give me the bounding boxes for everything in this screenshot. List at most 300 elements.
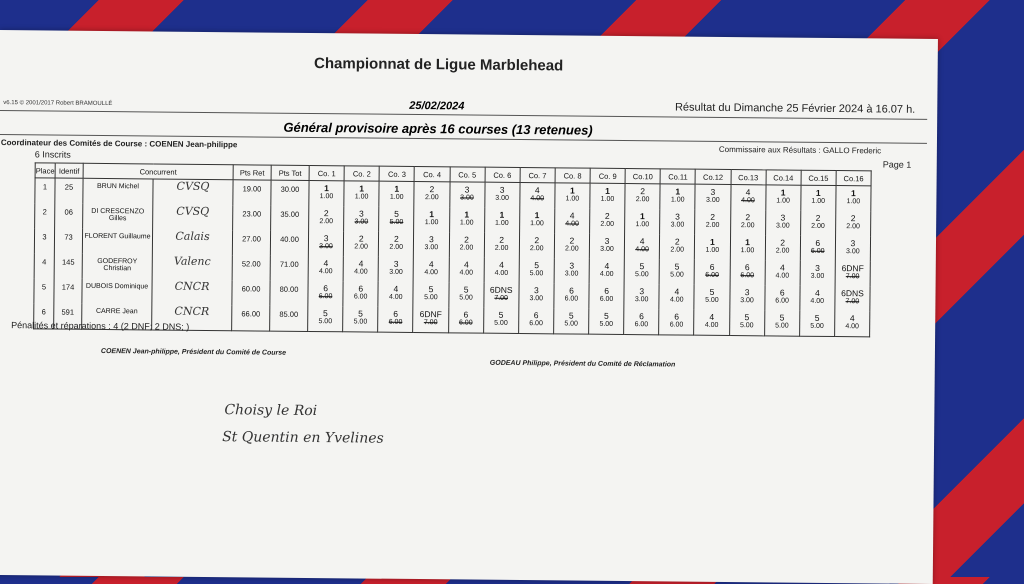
course-result-cell <box>765 210 800 235</box>
course-rank: 1 <box>324 183 329 194</box>
course-points: 4.00 <box>741 197 755 205</box>
course-rank: 6DNS <box>841 288 864 299</box>
course-rank: 5 <box>394 208 399 219</box>
course-rank: 3 <box>815 262 820 273</box>
course-rank: 5 <box>463 284 469 295</box>
course-rank: 2 <box>674 236 680 247</box>
software-credit: v6.15 © 2001/2017 Robert BRAMOULLÉ <box>3 100 113 108</box>
course-result-cell <box>378 307 413 333</box>
course-result-cell <box>379 181 414 207</box>
course-result-cell <box>518 308 553 334</box>
course-result-cell <box>449 232 484 257</box>
course-points: 7.00 <box>845 273 860 281</box>
event-date: 25/02/2024 <box>409 99 465 113</box>
course-points: 1.00 <box>740 247 755 255</box>
course-points: 1.00 <box>776 197 790 205</box>
course-rank: 5 <box>322 308 328 319</box>
course-rank: 2 <box>850 213 856 224</box>
course-points: 2.00 <box>670 246 685 254</box>
course-points: 3.00 <box>810 272 825 280</box>
points-retained: 23.00 <box>233 205 271 230</box>
course-points: 6.00 <box>599 295 614 303</box>
course-points: 6.00 <box>740 272 755 280</box>
course-rank: 1 <box>394 183 400 194</box>
course-result-cell <box>554 233 589 258</box>
course-points: 3.00 <box>319 243 333 251</box>
place-cell: 3 <box>34 228 54 253</box>
course-points: 2.00 <box>705 221 720 229</box>
course-result-cell <box>835 286 870 311</box>
course-result-cell <box>765 235 800 260</box>
competitor-name: FLORENT Guillaume <box>82 229 152 255</box>
club-handwritten: CNCR <box>152 304 232 330</box>
course-result-cell <box>799 311 834 337</box>
course-points: 1.00 <box>705 246 720 254</box>
standings-subtitle: Général provisoire après 16 courses (13 retenues) <box>283 119 593 138</box>
course-result-cell <box>308 256 343 281</box>
points-total: 30.00 <box>271 180 309 206</box>
course-result-cell <box>800 286 835 311</box>
course-points: 1.00 <box>600 195 615 203</box>
course-result-cell <box>589 259 624 284</box>
course-rank: 5 <box>674 261 680 272</box>
results-body <box>34 178 871 337</box>
course-points: 3.00 <box>600 245 614 253</box>
course-rank: 3 <box>323 233 329 244</box>
course-result-cell <box>660 234 695 259</box>
course-rank: 2 <box>569 235 575 246</box>
col-course: Co. 2 <box>344 166 379 181</box>
course-result-cell <box>625 184 660 210</box>
club-handwritten: CVSQ <box>153 204 233 230</box>
ident-cell: 145 <box>54 254 82 279</box>
course-rank: 2 <box>780 237 786 248</box>
col-course: Co.11 <box>660 169 695 184</box>
course-result-cell <box>413 282 448 307</box>
course-rank: 2 <box>464 234 469 245</box>
ident-cell: 06 <box>55 204 83 229</box>
course-result-cell <box>519 258 554 283</box>
course-points: 5.00 <box>810 322 824 330</box>
course-rank: 4 <box>358 258 364 269</box>
course-rank: 4 <box>849 313 855 324</box>
course-points: 2.00 <box>389 243 404 251</box>
course-rank: 6 <box>463 309 469 320</box>
course-points: 1.00 <box>811 197 826 205</box>
course-points: 1.00 <box>354 193 369 201</box>
course-rank: 4 <box>745 187 751 198</box>
course-points: 5.00 <box>775 322 789 330</box>
course-rank: 1 <box>534 210 540 221</box>
course-result-cell <box>554 258 589 283</box>
col-course: Co. 9 <box>590 168 625 183</box>
course-points: 3.00 <box>495 194 509 202</box>
course-result-cell <box>449 182 484 208</box>
course-result-cell <box>589 309 624 335</box>
course-result-cell <box>519 208 554 233</box>
course-points: 2.00 <box>600 220 615 228</box>
course-result-cell <box>765 185 800 211</box>
course-result-cell <box>624 284 659 309</box>
col-course: Co. 7 <box>520 167 555 182</box>
col-pts-ret: Pts Ret <box>233 165 271 180</box>
race-committee-signature: COENEN Jean-philippe, Président du Comité de Course <box>100 347 287 357</box>
course-result-cell <box>800 211 835 236</box>
course-points: 4.00 <box>845 323 859 331</box>
course-points: 2.00 <box>319 218 334 226</box>
course-points: 5.00 <box>599 320 614 328</box>
course-rank: 4 <box>604 260 610 271</box>
course-points: 5.00 <box>494 319 508 327</box>
course-points: 2.00 <box>529 245 544 253</box>
course-result-cell <box>343 306 378 332</box>
coordinator-label: Coordinateur des Comités de Course : COENEN Jean-philippe <box>0 138 238 150</box>
penalties-note: Pénalités et réparations : 4 (2 DNF; 2 DNS; ) <box>11 320 190 332</box>
course-result-cell <box>660 209 695 234</box>
course-result-cell <box>694 260 729 285</box>
course-points: 1.00 <box>530 220 544 228</box>
course-points: 3.00 <box>354 218 369 226</box>
course-rank: 6DNS <box>489 284 513 295</box>
col-course: Co.10 <box>625 169 660 184</box>
course-result-cell <box>624 234 659 259</box>
course-result-cell <box>730 210 765 235</box>
course-points: 6.00 <box>810 247 825 255</box>
course-points: 3.00 <box>740 297 754 305</box>
course-rank: 2 <box>604 210 610 221</box>
col-course: Co.15 <box>801 170 836 185</box>
course-points: 2.00 <box>425 194 439 202</box>
course-result-cell <box>729 285 764 310</box>
course-rank: 4 <box>709 311 715 322</box>
course-points: 7.00 <box>494 294 508 302</box>
course-result-cell <box>730 260 765 285</box>
course-rank: 2 <box>710 211 716 222</box>
course-points: 6.00 <box>564 295 579 303</box>
course-rank: 6 <box>323 283 329 294</box>
course-result-cell <box>343 281 378 306</box>
course-result-cell <box>695 235 730 260</box>
course-points: 1.00 <box>495 219 509 227</box>
course-rank: 5 <box>498 309 504 320</box>
col-course: Co.13 <box>731 170 766 185</box>
course-rank: 3 <box>604 235 610 246</box>
course-result-cell <box>449 257 484 282</box>
competitor-name: CARRE Jean <box>82 304 152 330</box>
course-rank: 2 <box>499 234 505 245</box>
course-rank: 6 <box>779 287 785 298</box>
course-rank: 1 <box>605 185 610 196</box>
course-points: 4.00 <box>635 246 649 254</box>
course-points: 1.00 <box>319 193 334 201</box>
course-rank: 6 <box>569 285 574 296</box>
competitor-name: BRUN Michel <box>83 178 153 204</box>
points-total: 80.00 <box>270 281 308 306</box>
course-points: 5.00 <box>353 318 368 326</box>
course-rank: 1 <box>815 187 821 198</box>
course-points: 6.00 <box>318 293 333 301</box>
course-result-cell <box>730 235 765 260</box>
course-rank: 3 <box>429 234 434 245</box>
course-result-cell <box>589 284 624 309</box>
course-rank: 3 <box>359 208 364 219</box>
course-result-cell <box>764 310 799 336</box>
course-result-cell <box>308 281 343 306</box>
course-result-cell <box>448 307 483 333</box>
col-course: Co. 4 <box>414 166 449 181</box>
course-points: 3.00 <box>564 270 579 278</box>
course-points: 3.00 <box>634 296 649 304</box>
protest-committee-signature: GODEAU Philippe, Président du Comité de Réclamation <box>489 359 676 369</box>
course-rank: 4 <box>639 236 645 247</box>
course-points: 4.00 <box>459 269 474 277</box>
course-result-cell <box>484 182 519 208</box>
course-result-cell <box>483 283 518 308</box>
course-points: 1.00 <box>635 221 650 229</box>
course-result-cell <box>660 184 695 210</box>
competitor-name: DI CRESCENZO Gilles <box>83 204 153 230</box>
points-retained: 52.00 <box>232 255 270 280</box>
course-result-cell <box>589 234 624 259</box>
course-rank: 4 <box>323 258 329 269</box>
points-retained: 27.00 <box>232 230 270 255</box>
course-points: 5.00 <box>459 294 473 302</box>
points-total: 71.00 <box>270 256 308 281</box>
course-rank: 4 <box>814 287 820 298</box>
course-rank: 2 <box>534 235 540 246</box>
course-result-cell <box>378 282 413 307</box>
course-points: 1.00 <box>846 198 861 206</box>
course-rank: 6 <box>674 311 680 322</box>
course-rank: 5 <box>779 312 785 323</box>
course-rank: 6 <box>358 283 364 294</box>
course-points: 6.00 <box>775 297 789 305</box>
course-result-cell <box>590 209 625 234</box>
course-rank: 5 <box>744 312 750 323</box>
course-rank: 5 <box>639 261 645 272</box>
course-rank: 1 <box>640 211 645 222</box>
course-rank: 4 <box>428 259 434 270</box>
course-points: 4.00 <box>565 220 579 228</box>
col-course: Co. 1 <box>309 165 344 180</box>
course-rank: 4 <box>569 210 575 221</box>
course-result-cell <box>343 231 378 256</box>
col-place: Place <box>35 163 55 178</box>
course-rank: 1 <box>745 237 750 248</box>
course-points: 5.00 <box>670 271 684 279</box>
course-rank: 6 <box>393 308 399 319</box>
course-points: 2.00 <box>635 196 650 204</box>
club-handwritten: CVSQ <box>153 179 233 205</box>
course-rank: 4 <box>463 259 469 270</box>
course-rank: 3 <box>710 186 716 197</box>
course-result-cell <box>308 306 343 332</box>
club-handwritten: Calais <box>152 229 232 255</box>
results-table <box>33 162 872 337</box>
course-rank: 3 <box>569 260 575 271</box>
course-rank: 1 <box>851 188 856 199</box>
course-points: 2.00 <box>494 244 509 252</box>
course-result-cell <box>449 207 484 232</box>
course-result-cell <box>379 207 414 232</box>
course-points: 2.00 <box>811 222 825 230</box>
course-result-cell <box>730 185 765 211</box>
course-result-cell <box>625 209 660 234</box>
course-rank: 1 <box>359 183 365 194</box>
course-rank: 2 <box>358 233 364 244</box>
course-points: 2.00 <box>775 247 790 255</box>
course-result-cell <box>800 236 835 261</box>
course-rank: 3 <box>464 184 470 195</box>
course-points: 1.00 <box>424 219 439 227</box>
course-points: 3.00 <box>706 196 720 204</box>
course-result-cell <box>695 210 730 235</box>
course-rank: 4 <box>393 283 399 294</box>
course-points: 4.00 <box>494 269 509 277</box>
course-rank: 3 <box>675 211 680 222</box>
course-result-cell <box>835 211 870 236</box>
course-rank: 5 <box>709 286 715 297</box>
points-retained: 66.00 <box>232 305 270 331</box>
course-rank: 4 <box>534 185 540 196</box>
course-rank: 6 <box>815 237 821 248</box>
course-result-cell <box>834 311 869 337</box>
course-result-cell <box>554 208 589 233</box>
course-result-cell <box>343 256 378 281</box>
course-result-cell <box>520 182 555 208</box>
course-result-cell <box>554 283 589 308</box>
course-rank: 4 <box>499 259 504 270</box>
course-rank: 3 <box>393 258 399 269</box>
course-points: 4.00 <box>530 195 545 203</box>
course-result-cell <box>308 231 343 256</box>
competitor-name: DUBOIS Dominique <box>82 279 152 305</box>
page-number: Page 1 <box>882 159 912 170</box>
course-points: 4.00 <box>354 268 368 276</box>
course-result-cell <box>413 257 448 282</box>
course-rank: 3 <box>639 286 645 297</box>
col-course: Co. 6 <box>485 167 520 182</box>
course-points: 4.00 <box>775 272 790 280</box>
course-points: 5.00 <box>739 322 754 330</box>
course-points: 2.00 <box>740 222 755 230</box>
course-result-cell <box>659 309 694 335</box>
course-rank: 5 <box>428 284 434 295</box>
course-rank: 5 <box>568 310 574 321</box>
ident-cell: 25 <box>55 178 83 204</box>
course-result-cell <box>836 186 871 212</box>
course-points: 3.00 <box>670 221 685 229</box>
course-result-cell <box>555 183 590 209</box>
course-points: 1.00 <box>565 195 580 203</box>
course-result-cell <box>344 206 379 231</box>
course-result-cell <box>309 206 344 231</box>
course-rank: 4 <box>780 262 785 273</box>
course-points: 4.00 <box>704 321 719 329</box>
col-course: Co. 5 <box>450 167 485 182</box>
course-points: 4.00 <box>424 269 438 277</box>
place-cell: 4 <box>34 253 54 278</box>
col-course: Co.16 <box>836 171 871 186</box>
course-points: 5.00 <box>529 270 544 278</box>
course-rank: 3 <box>533 285 539 296</box>
course-rank: 6DNF <box>841 263 864 274</box>
course-points: 2.00 <box>565 245 579 253</box>
col-course: Co. 8 <box>555 168 590 183</box>
col-course: Co.14 <box>766 170 801 185</box>
course-rank: 2 <box>745 212 751 223</box>
course-rank: 1 <box>675 186 681 197</box>
course-result-cell <box>553 308 588 334</box>
course-points: 6.00 <box>458 319 473 327</box>
course-points: 7.00 <box>845 298 860 306</box>
course-result-cell <box>414 181 449 207</box>
course-rank: 1 <box>464 209 470 220</box>
course-points: 5.00 <box>318 318 333 326</box>
course-points: 4.00 <box>388 293 403 301</box>
results-sheet <box>0 30 938 584</box>
entries-count: 6 Inscrits <box>34 149 71 160</box>
course-rank: 5 <box>534 260 540 271</box>
club-handwritten: CNCR <box>152 279 232 305</box>
course-points: 1.00 <box>670 196 685 204</box>
course-result-cell <box>379 232 414 257</box>
course-result-cell <box>344 181 379 207</box>
course-points: 1.00 <box>459 219 474 227</box>
course-rank: 2 <box>393 233 399 244</box>
ident-cell: 73 <box>54 229 82 254</box>
handwritten-note-line1: Choisy le Roi <box>224 402 318 420</box>
course-points: 6.00 <box>388 318 403 326</box>
course-points: 5.00 <box>564 320 579 328</box>
course-rank: 1 <box>570 185 575 196</box>
course-rank: 1 <box>780 187 786 198</box>
competitor-name: GODEFROY Christian <box>82 254 152 280</box>
course-result-cell <box>483 308 518 334</box>
course-points: 3.00 <box>846 248 860 256</box>
club-handwritten: Valenc <box>152 254 232 280</box>
course-points: 6.00 <box>669 321 684 329</box>
course-points: 6.00 <box>529 320 543 328</box>
course-points: 5.00 <box>424 294 438 302</box>
course-result-cell <box>729 310 764 336</box>
course-rank: 3 <box>780 212 786 223</box>
course-result-cell <box>801 185 836 211</box>
course-points: 6.00 <box>705 271 719 279</box>
course-rank: 3 <box>499 184 505 195</box>
course-points: 3.00 <box>776 222 790 230</box>
course-points: 4.00 <box>599 270 614 278</box>
points-total: 35.00 <box>271 206 309 231</box>
course-points: 5.00 <box>705 296 719 304</box>
course-result-cell <box>694 285 729 310</box>
course-points: 6.00 <box>353 293 368 301</box>
points-retained: 60.00 <box>232 280 270 305</box>
course-result-cell <box>519 283 554 308</box>
course-rank: 6DNF <box>419 309 442 320</box>
col-pts-tot: Pts Tot <box>271 165 309 180</box>
course-rank: 3 <box>850 238 856 249</box>
course-points: 3.00 <box>389 268 403 276</box>
course-rank: 3 <box>744 287 750 298</box>
course-rank: 1 <box>710 236 715 247</box>
course-result-cell <box>484 233 519 258</box>
course-result-cell <box>659 284 694 309</box>
course-rank: 6 <box>744 262 750 273</box>
points-retained: 19.00 <box>233 180 271 206</box>
place-cell: 1 <box>35 178 55 204</box>
course-points: 6.00 <box>634 321 649 329</box>
